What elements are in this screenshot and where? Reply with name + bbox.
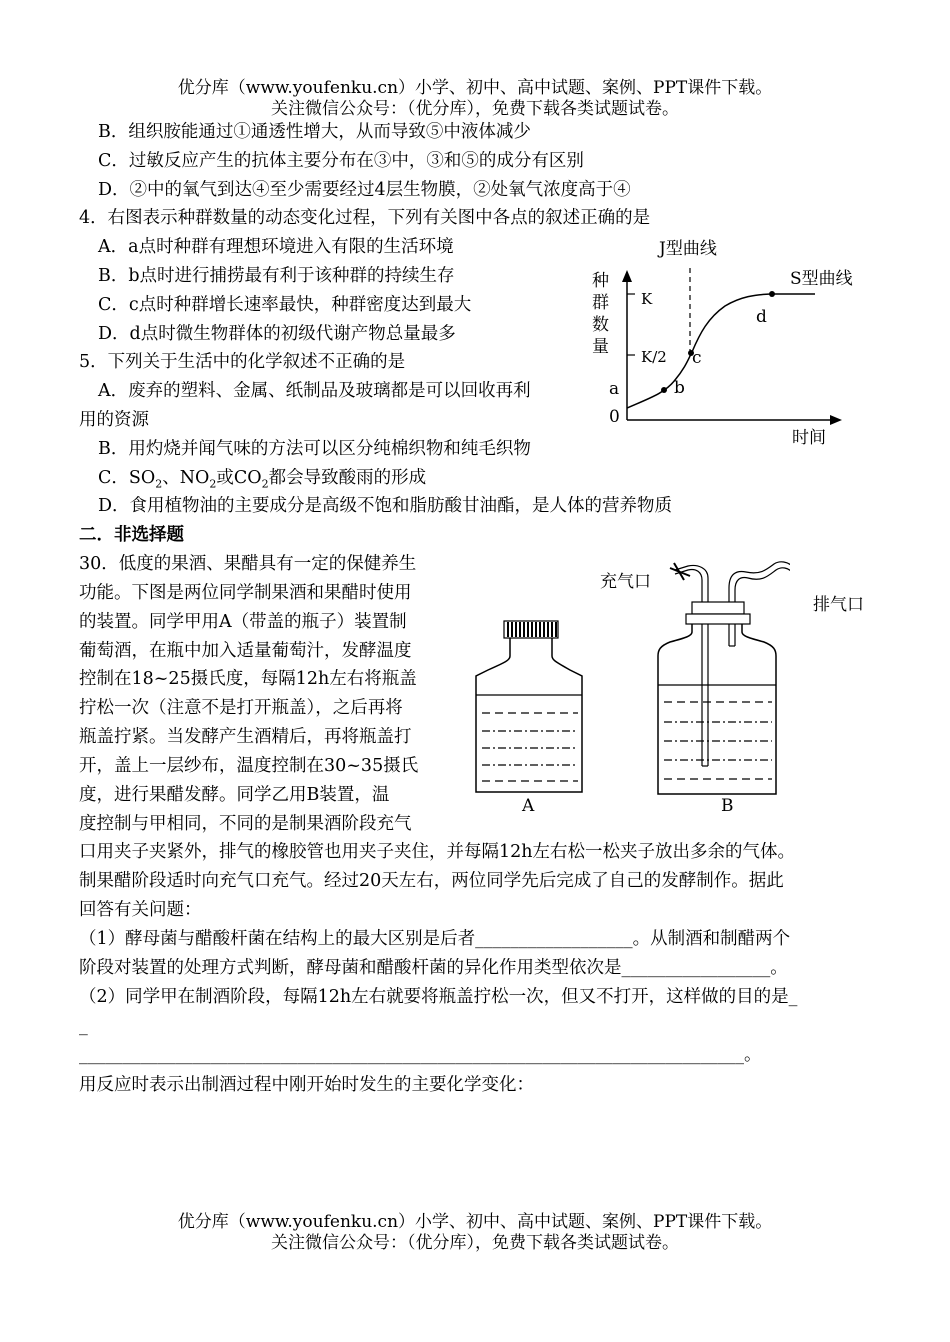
bottle-a-label: A (522, 796, 535, 816)
bottle-b-label: B (721, 796, 734, 816)
q30-line-13: 回答有关问题： (79, 900, 202, 920)
header-line-1: 优分库（www.youfenku.cn）小学、初中、高中试题、案例、PPT课件下载。 (177, 78, 773, 98)
q3-option-c: C．过敏反应产生的抗体主要分布在③中，③和⑤的成分有区别 (98, 151, 584, 171)
point-b-label: b (674, 378, 685, 398)
population-curve-figure (580, 228, 870, 450)
q30-part1-line1: （1）酵母菌与醋酸杆菌在结构上的最大区别是后者__________________。从制酒和制醋两个 (79, 929, 791, 949)
q5-stem: 5．下列关于生活中的化学叙述不正确的是 (79, 352, 406, 372)
origin-label: 0 (609, 407, 620, 427)
footer-line-1: 优分库（www.youfenku.cn）小学、初中、高中试题、案例、PPT课件下载。 (177, 1212, 773, 1232)
q5-option-c: C．$SO_2$、$NO_2$或$CO_2$都会导致酸雨的形成 (98, 468, 427, 491)
q30-part2-answer-line: ____________________________________________________________________________。 (79, 1045, 762, 1065)
q5-option-a-line1: A．废弃的塑料、金属、纸制品及玻璃都是可以回收再利 (98, 381, 531, 401)
q30-part2-line2: _ (79, 1016, 88, 1036)
q30-part3: 用反应时表示出制酒过程中刚开始时发生的主要化学变化： (79, 1075, 534, 1095)
q4-stem: 4．右图表示种群数量的动态变化过程，下列有关图中各点的叙述正确的是 (79, 208, 651, 228)
outlet-label: 排气口 (813, 595, 864, 615)
q30-line-1: 30．低度的果酒、果醋具有一定的保健养生 (79, 554, 417, 574)
x-axis-label: 时间 (792, 428, 826, 448)
bottle-b-stopper-top (692, 602, 744, 614)
point-d-label: d (756, 307, 767, 327)
j-curve-label: J型曲线 (659, 239, 717, 259)
q30-line-7: 瓶盖拧紧。当发酵产生酒精后，再将瓶盖打 (79, 727, 412, 747)
section-title: 二．非选择题 (79, 525, 184, 545)
q30-line-4: 葡萄酒，在瓶中加入适量葡萄汁，发酵温度 (79, 641, 412, 661)
point-b (661, 387, 667, 393)
q3-option-d: D．②中的氧气到达④至少需要经过4层生物膜，②处氧气浓度高于④ (98, 180, 631, 200)
x-axis-arrow (830, 415, 842, 425)
apparatus-figure (470, 560, 790, 800)
q30-line-9: 度，进行果醋发酵。同学乙用B装置，温 (79, 785, 390, 805)
inlet-label: 充气口 (600, 572, 651, 592)
q5-option-a-line2: 用的资源 (79, 410, 149, 430)
point-d (769, 291, 775, 297)
bottle-a (476, 621, 582, 792)
header-line-2: 关注微信公众号：（优分库），免费下载各类试题试卷。 (271, 99, 679, 119)
q4-option-c: C．c点时种群增长速率最快，种群密度达到最大 (98, 295, 472, 315)
point-a-label: a (609, 379, 620, 399)
q30-line-2: 功能。下图是两位同学制果酒和果醋时使用 (79, 583, 412, 603)
q3-option-b: B．组织胺能通过①通透性增大，从而导致⑤中液体减少 (98, 122, 531, 142)
q4-option-a: A．a点时种群有理想环境进入有限的生活环境 (98, 237, 454, 257)
bottle-b-body (658, 624, 776, 794)
bottle-b (658, 562, 790, 794)
s-curve-label: S型曲线 (790, 269, 853, 289)
q5-option-d: D．食用植物油的主要成分是高级不饱和脂肪酸甘油酯，是人体的营养物质 (98, 496, 673, 516)
q30-line-10: 度控制与甲相同，不同的是制果酒阶段充气 (79, 814, 412, 834)
y-axis-label: 种群数量 (592, 271, 609, 357)
q30-part1-line2: 阶段对装置的处理方式判断，酵母菌和醋酸杆菌的异化作用类型依次是_________________。 (79, 958, 788, 978)
q30-part2-line1: （2）同学甲在制酒阶段，每隔12h左右就要将瓶盖拧松一次，但又不打开，这样做的目的是_ (79, 987, 798, 1007)
bottle-b-stopper (686, 614, 750, 624)
k-half-label: K/2 (641, 348, 667, 366)
q4-option-b: B．b点时进行捕捞最有利于该种群的持续生存 (98, 266, 455, 286)
q5-option-b: B．用灼烧并闻气味的方法可以区分纯棉织物和纯毛织物 (98, 439, 531, 459)
y-axis-arrow (622, 270, 632, 282)
q30-line-12: 制果醋阶段适时向充气口充气。经过20天左右，两位同学先后完成了自己的发酵制作。据此 (79, 871, 784, 891)
q30-line-6: 拧松一次（注意不是打开瓶盖），之后再将 (79, 698, 403, 718)
k-label: K (641, 290, 653, 308)
footer-line-2: 关注微信公众号：（优分库），免费下载各类试题试卷。 (271, 1233, 679, 1253)
q30-line-3: 的装置。同学甲用A（带盖的瓶子）装置制 (79, 612, 407, 632)
bottle-a-body (476, 638, 582, 792)
point-c-label: c (692, 348, 702, 368)
q30-line-5: 控制在18~25摄氏度，每隔12h左右将瓶盖 (79, 669, 417, 689)
q30-line-8: 开，盖上一层纱布，温度控制在30~35摄氏 (79, 756, 419, 776)
outlet-tube-inner (735, 568, 790, 602)
q4-option-d: D．d点时微生物群体的初级代谢产物总量最多 (98, 324, 456, 344)
q30-line-11: 口用夹子夹紧外，排气的橡胶管也用夹子夹住，并每隔12h左右松一松夹子放出多余的气体。 (79, 842, 796, 862)
